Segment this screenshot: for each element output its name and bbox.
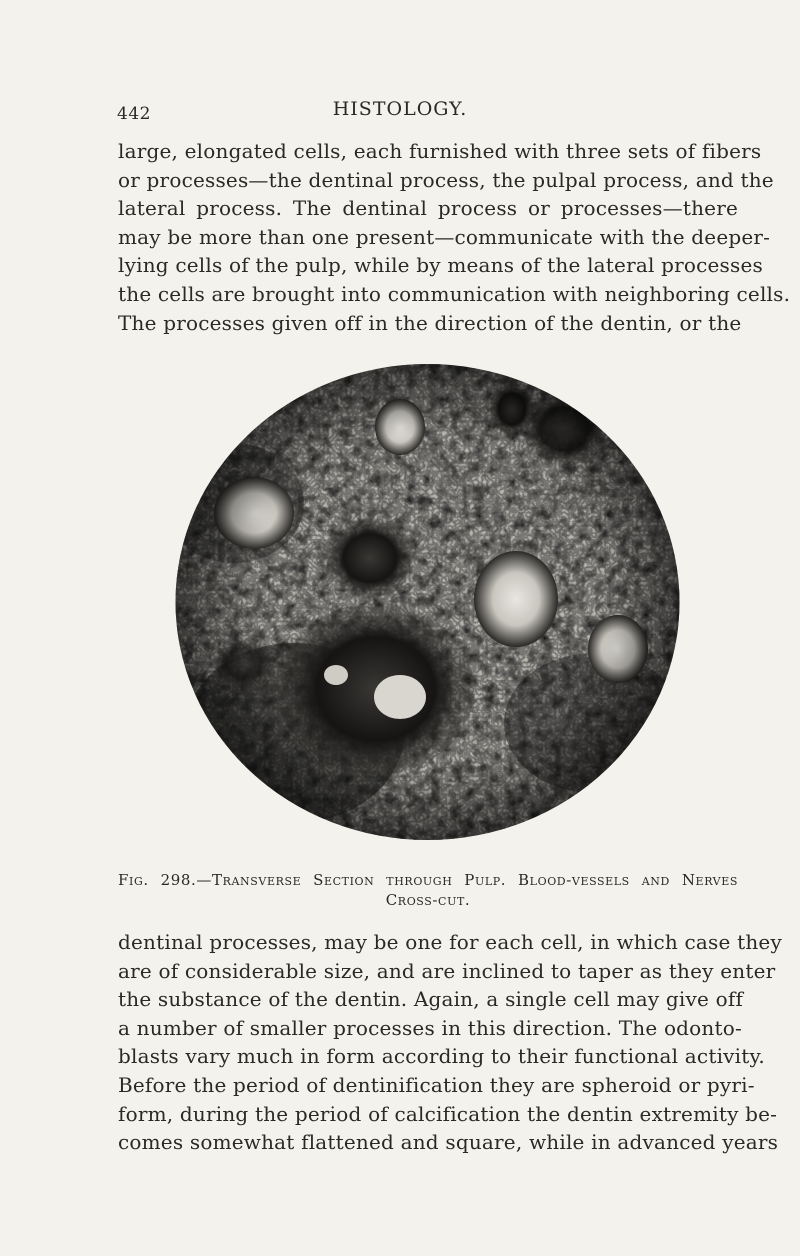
text-line: the substance of the dentin. Again, a single cell may give off bbox=[118, 987, 744, 1012]
figure-caption bbox=[118, 870, 738, 910]
text-line: a number of smaller processes in this direction. The odonto- bbox=[118, 1015, 742, 1040]
text-line: large, elongated cells, each furnished with three sets of fibers bbox=[118, 139, 762, 163]
paragraph-bottom bbox=[118, 928, 782, 1157]
text-line: may be more than one present—communicate with the deeper- bbox=[118, 224, 771, 249]
caption-line: Cross-cut. bbox=[385, 891, 471, 909]
text-line: lateral process. The dentinal process or processes—there bbox=[118, 196, 738, 221]
text-line: comes somewhat flattened and square, while in advanced years bbox=[118, 1130, 779, 1155]
text-line: Before the period of dentinification they are spheroid or pyri- bbox=[118, 1072, 755, 1097]
text-line: or processes—the dentinal process, the pulpal process, and the bbox=[118, 167, 774, 192]
text-line: dentinal processes, may be one for each cell, in which case they bbox=[118, 930, 782, 954]
micrograph-figure bbox=[174, 363, 681, 841]
page-number: 442 bbox=[117, 104, 151, 124]
text-line: form, during the period of calcification the dentin extremity be- bbox=[118, 1101, 778, 1126]
text-line: blasts vary much in form according to their functional activity. bbox=[118, 1044, 765, 1069]
micrograph-image bbox=[174, 363, 681, 841]
paragraph-top bbox=[118, 137, 791, 337]
caption-line: Fig. 298.—Transverse Section through Pulp. Blood-vessels and Nerves bbox=[118, 871, 738, 889]
text-line: are of considerable size, and are inclined to taper as they enter bbox=[118, 958, 776, 983]
running-head: HISTOLOGY. bbox=[332, 98, 468, 120]
text-line: The processes given off in the direction of the dentin, or the bbox=[118, 310, 742, 335]
text-line: lying cells of the pulp, while by means of the lateral processes bbox=[118, 253, 763, 278]
text-line: the cells are brought into communication with neighboring cells. bbox=[118, 281, 791, 306]
